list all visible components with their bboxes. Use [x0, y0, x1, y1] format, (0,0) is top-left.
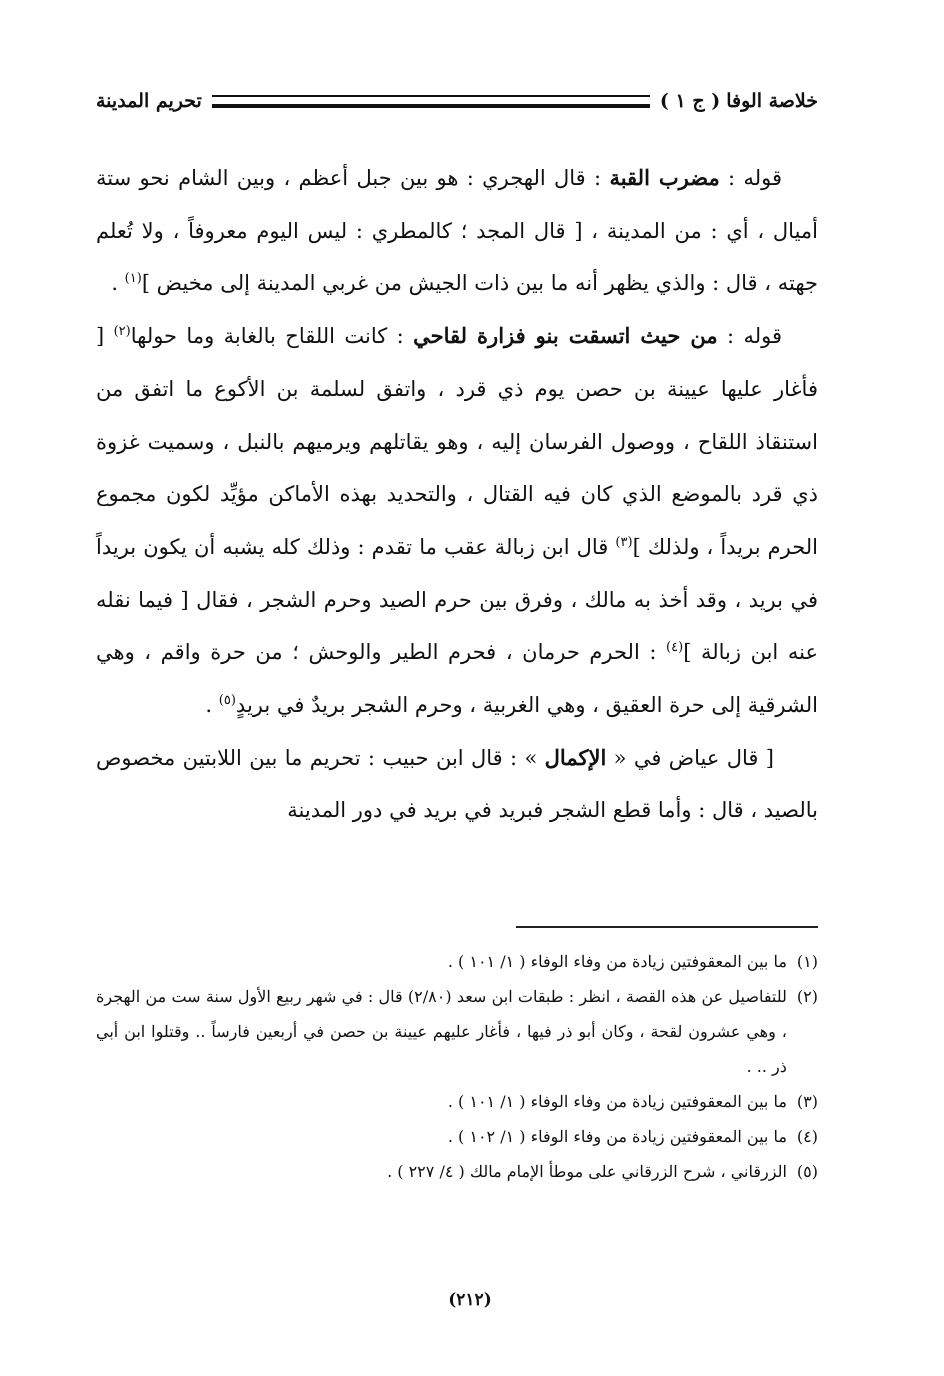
paragraph-text: [ فأغار عليها عيينة بن حصن يوم ذي قرد ، واتفق لسلمة بن الأكوع ما اتفق من استنقاذ اللقاح ، ووصول الفرسان إليه ، وهو يقاتلهم ويرميهم بالنبل ، وسميت غزوة ذي قرد بالموضع الذي كان فيه القتال ، والتحديد بهذه الأماكن مؤيِّد لكون مجموع الحرم بريداً ، ولذلك ]	[96, 324, 818, 559]
footnote-number: (٣)	[796, 1092, 818, 1111]
footnotes	[96, 944, 818, 1189]
paragraph-lead: [ قال عياض في «	[606, 745, 774, 770]
header-book-title: خلاصة الوفا	[726, 90, 818, 112]
paragraph-text: » : قال ابن حبيب : تحريم ما بين اللابتين مخصوص بالصيد ، قال : وأما قطع الشجر فبريد في بريد في دور المدينة	[96, 745, 818, 823]
paragraph-keyword: مضرب القبة	[609, 165, 720, 190]
paragraph-tail: .	[111, 271, 125, 296]
footnote-ref: (٢)	[113, 324, 131, 340]
paragraph-lead: قوله :	[719, 166, 782, 190]
footnote-text: للتفاصيل عن هذه القصة ، انظر : طبقات ابن سعد (٢/٨٠) قال : في شهر ربيع الأول سنة ست من الهجرة ، وهي عشرون لقحة ، وكان أبو ذر فيها ، فأغار عليهم عيينة بن حصن في أربعين فارساً .. وقتلوا ابن أبي ذر .. .	[96, 987, 787, 1076]
paragraph-3	[96, 732, 818, 837]
main-text	[96, 152, 818, 837]
paragraph-text: قال ابن زبالة عقب ما تقدم : وذلك كله يشبه أن يكون بريداً في بريد ، وقد أخذ به مالك ، وفرق بين حرم الصيد وحرم الشجر ، فقال [ فيما نقله عنه ابن زبالة ]	[96, 534, 818, 665]
footnote-2	[96, 979, 818, 1084]
header-chapter-title: تحريم المدينة	[96, 90, 202, 112]
footnote-ref: (٤)	[666, 640, 684, 656]
running-header	[96, 86, 818, 116]
footnote-ref: (٣)	[615, 534, 633, 550]
paragraph-text: : الحرم حرمان ، فحرم الطير والوحش ؛ من حرة واقم ، وهي الشرقية إلى حرة العقيق ، وهي الغربية ، وحرم الشجر بريدٌ في بريدٍ	[96, 640, 818, 718]
footnote-number: (١)	[796, 952, 818, 971]
footnote-ref: (١)	[124, 271, 142, 287]
paragraph-keyword: الإكمال	[544, 744, 607, 770]
paragraph-1	[96, 152, 818, 310]
footnote-text: الزرقاني ، شرح الزرقاني على موطأ الإمام مالك ( ٤/ ٢٢٧ ) .	[387, 1162, 787, 1181]
paragraph-text: : قال الهجري : هو بين جبل أعظم ، وبين الشام نحو ستة أميال ، أي : من المدينة ، [ قال المجد ؛ كالمطري : ليس اليوم معروفاً ، ولا تُعلم جهته ، قال : والذي يظهر أنه ما بين ذات الجيش من غربي المدينة إلى مخيض ]	[96, 166, 818, 296]
footnote-text: ما بين المعقوفتين زيادة من وفاء الوفاء ( ١/ ١٠١ ) .	[447, 952, 787, 971]
footnote-3	[96, 1084, 818, 1119]
footnote-5	[96, 1154, 818, 1189]
footnote-number: (٥)	[796, 1162, 818, 1181]
footnote-text: ما بين المعقوفتين زيادة من وفاء الوفاء ( ١/ ١٠٢ ) .	[447, 1127, 787, 1146]
footnote-separator	[516, 926, 818, 928]
header-volume: ( ج ١ )	[659, 90, 721, 112]
footnote-1	[96, 944, 818, 979]
paragraph-keyword: من حيث اتسقت بنو فزارة لقاحي	[413, 323, 718, 349]
paragraph-lead: قوله :	[717, 324, 782, 349]
paragraph-2	[96, 310, 818, 732]
header-rule	[212, 95, 650, 108]
paragraph-tail: .	[205, 693, 219, 718]
paragraph-text: : كانت اللقاح بالغابة وما حولها	[130, 324, 414, 349]
page-number: (٢١٢)	[448, 1290, 492, 1310]
footnote-text: ما بين المعقوفتين زيادة من وفاء الوفاء ( ١/ ١٠١ ) .	[447, 1092, 787, 1111]
footnote-ref: (٥)	[218, 693, 236, 709]
footnote-number: (٤)	[796, 1127, 818, 1146]
footnote-4	[96, 1119, 818, 1154]
footnote-number: (٢)	[796, 987, 818, 1006]
